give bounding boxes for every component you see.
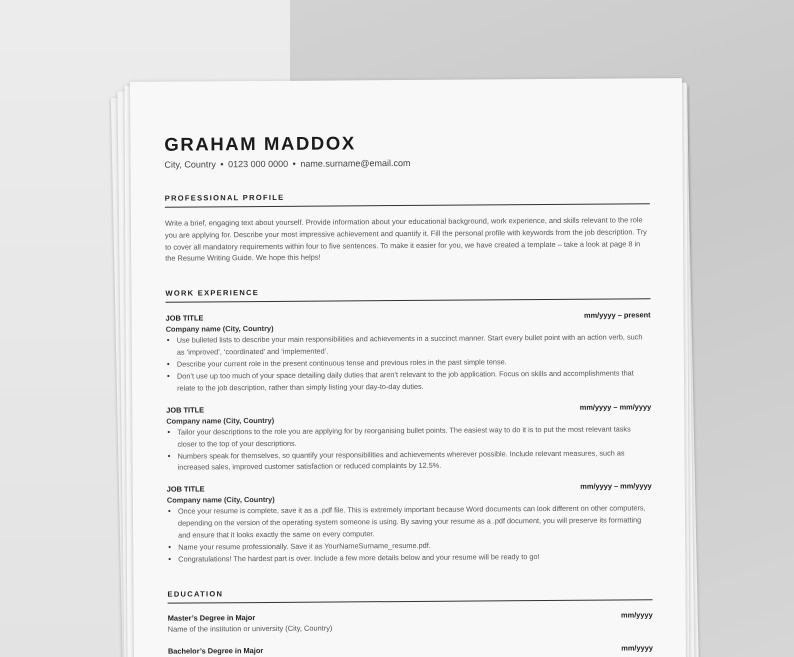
education-date: mm/yyyy — [621, 643, 653, 653]
job-bullet: • Name your resume professionally. Save it as YourNameSurname_resume.pdf. — [167, 538, 652, 553]
resume-page — [130, 78, 686, 657]
section-title-education: EDUCATION — [167, 586, 652, 603]
job-bullet: • Describe your current role in the present continuous tense and previous roles in the past simple tense. — [166, 355, 651, 370]
job-title: JOB TITLE — [166, 484, 205, 495]
candidate-name: GRAHAM MADDOX — [164, 132, 356, 155]
education-degree: Bachelor’s Degree in Major — [167, 645, 264, 656]
contact-email: name.surname@email.com — [300, 157, 411, 169]
job-bullet: • Use bulleted lists to describe your main responsibilities and achievements in a succinct manner. Start every bullet point with an action verb, such as ‘improved’, ‘coordinated’ and ‘implemented’. — [166, 331, 651, 358]
job-company: Company name (City, Country) — [166, 415, 275, 426]
job-entry — [166, 310, 652, 394]
job-bullet: • Congratulations! The hardest part is over. Include a few more details below and your resume will be ready to go! — [167, 550, 652, 565]
section-title-profile: PROFESSIONAL PROFILE — [165, 190, 650, 207]
education-entry — [168, 610, 653, 633]
job-dates: mm/yyyy – mm/yyyy — [580, 481, 652, 492]
job-dates: mm/yyyy – mm/yyyy — [579, 402, 652, 412]
job-bullet: • Once your resume is complete, save it as a .pdf file. This is extremely important because Word documents can look different on other computers, depending on the version of the operating system someone is using. By saving your resume as a .pdf document, you will preserve its formatting and ensure that it looks exactly the same on every computer. — [167, 503, 652, 542]
education-entry — [168, 643, 653, 655]
education-degree: Master’s Degree in Major — [167, 612, 256, 623]
education-date: mm/yyyy — [621, 610, 653, 620]
job-dates: mm/yyyy – present — [583, 310, 651, 320]
job-company: Company name (City, Country) — [165, 324, 274, 334]
job-bullet: • Numbers speak for themselves, so quantify your responsibilities and achievements wherever possible. Include relevant measures, such as increased sales, improved customer satisfaction or reduced complaints by 12.5%. — [167, 447, 652, 474]
profile-text: Write a brief, engaging text about yourself. Provide information about your educational background, work experience, and skills relevant to the role you are applying for. Describe your most impressive achievement and quantify it. Fill the personal profile with keywords from the job description. Try to cover all mandatory requirements within four to five sentences. To make it easier for you, we have created a template – take a look at page 8 in the Resume Writing Guide. We hope this helps! — [164, 215, 647, 264]
contact-city: City, Country — [164, 159, 216, 170]
section-title-experience: WORK EXPERIENCE — [165, 285, 650, 302]
contact-line — [164, 156, 649, 169]
separator-dot-icon: • — [220, 159, 224, 170]
job-bullet: • Tailor your descriptions to the role you are applying for by reorganising bullet points. The easiest way to do it is to put the most relevant tasks closer to the top of your descriptions. — [166, 423, 651, 450]
job-title: JOB TITLE — [165, 313, 204, 323]
job-company: Company name (City, Country) — [166, 495, 275, 506]
job-title: JOB TITLE — [166, 405, 205, 415]
job-entry — [166, 402, 651, 474]
job-bullet: • Don’t use up too much of your space detailing daily duties that aren’t relevant to the job application. Focus on skills and accomplishments that relate to the job description, rather than simply listing your day-to-day duties. — [166, 367, 651, 394]
separator-dot-icon: • — [292, 158, 296, 169]
education-institution: Name of the institution or university (City, Country) — [167, 623, 333, 634]
contact-phone: 0123 000 0000 — [228, 158, 289, 170]
job-entry — [167, 482, 653, 566]
